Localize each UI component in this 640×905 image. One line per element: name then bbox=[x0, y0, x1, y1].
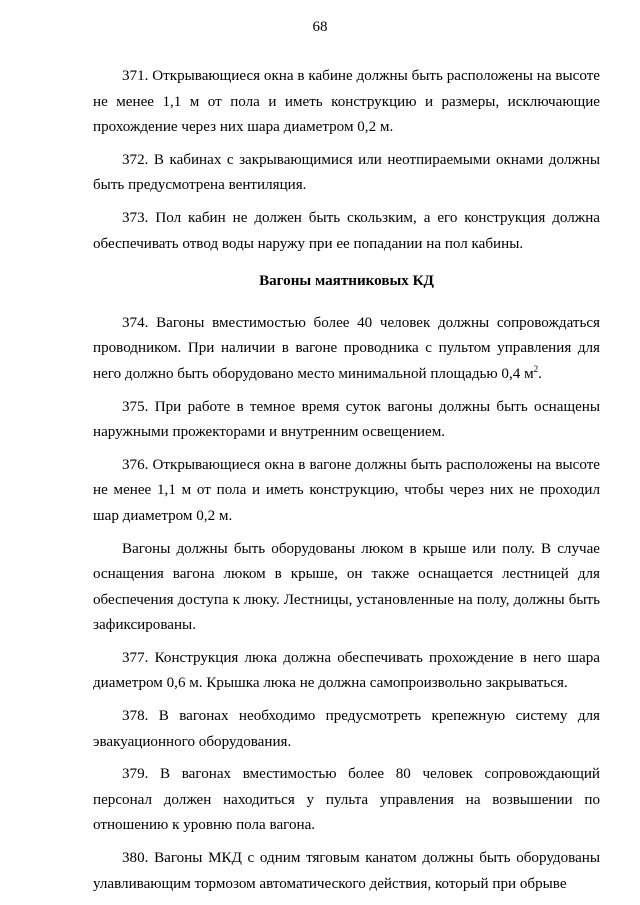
paragraph-371: 371. Открывающиеся окна в кабине должны быть расположены на высоте не менее 1,1 м от пола и иметь конструкцию и размеры, исключающие прохождение через них шара диаметром 0,2 м. bbox=[93, 68, 600, 136]
paragraph-hatch: Вагоны должны быть оборудованы люком в крыше или полу. В случае оснащения вагона люком в крыше, он также оснащается лестницей для обеспечения доступа к люку. Лестницы, установленные на полу, должны быть зафиксированы. bbox=[93, 540, 600, 634]
document-body bbox=[93, 64, 600, 904]
paragraph-374 bbox=[93, 311, 600, 388]
paragraph-376: 376. Открывающиеся окна в вагоне должны быть расположены на высоте не менее 1,1 м от пола и иметь конструкцию, чтобы через них не проходил шар диаметром 0,2 м. bbox=[93, 456, 600, 524]
section-heading: Вагоны маятниковых КД bbox=[259, 273, 434, 290]
paragraph-374-text: 374. Вагоны вместимостью более 40 человек должны сопровождаться проводником. При наличии в вагоне проводника с пультом управления для него должно быть оборудовано место минимальной площадью 0,4 м bbox=[93, 314, 600, 382]
paragraph-374-end: . bbox=[538, 365, 542, 382]
superscript-2: 2 bbox=[533, 363, 539, 374]
paragraph-372: 372. В кабинах с закрывающимися или неотпираемыми окнами должны быть предусмотрена вентиляция. bbox=[93, 151, 600, 194]
paragraph-378: 378. В вагонах необходимо предусмотреть крепежную систему для эвакуационного оборудования. bbox=[93, 708, 600, 750]
paragraph-377: 377. Конструкция люка должна обеспечивать прохождение в него шара диаметром 0,6 м. Крышка люка не должна самопроизвольно закрываться. bbox=[93, 649, 600, 692]
paragraph-373: 373. Пол кабин не должен быть скользким, а его конструкция должна обеспечивать отвод воды наружу при ее попадании на пол кабины. bbox=[93, 209, 600, 252]
paragraph-380: 380. Вагоны МКД с одним тяговым канатом должны быть оборудованы улавливающим тормозом автоматического действия, который при обрыве bbox=[93, 850, 600, 892]
paragraph-375: 375. При работе в темное время суток вагоны должны быть оснащены наружными прожекторами и внутренним освещением. bbox=[93, 398, 600, 441]
page-number: 68 bbox=[312, 19, 328, 35]
paragraph-379: 379. В вагонах вместимостью более 80 человек сопровождающий персонал должен находиться у пульта управления на возвышении по отношению к уровню пола вагона. bbox=[93, 766, 600, 834]
